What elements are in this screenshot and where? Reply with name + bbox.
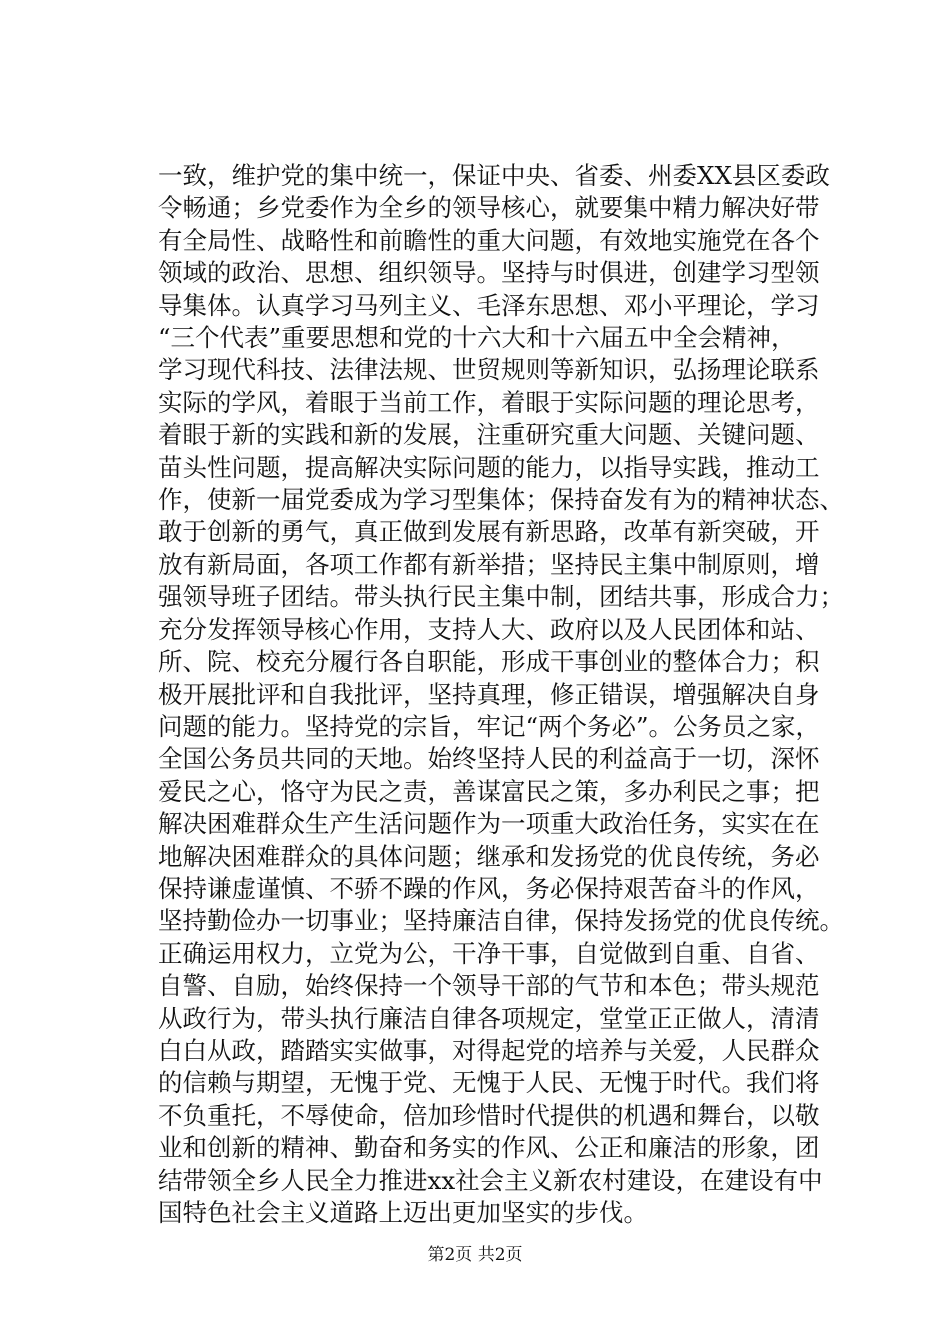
text-line: 问题的能力。坚持党的宗旨，牢记“两个务必”。公务员之家， — [158, 711, 821, 741]
text-line: 实际的学风，着眼于当前工作，着眼于实际问题的理论思考， — [158, 387, 820, 417]
text-line: 着眼于新的实践和新的发展，注重研究重大问题、关键问题、 — [158, 420, 820, 450]
text-line: 地解决困难群众的具体问题；继承和发扬党的优良传统，务必 — [158, 841, 820, 871]
text-line: 解决困难群众生产生活问题作为一项重大政治任务，实实在在 — [158, 809, 820, 839]
text-line: 不负重托，不辱使命，倍加珍惜时代提供的机遇和舞台，以敬 — [158, 1100, 820, 1130]
text-line: 爱民之心，恪守为民之责，善谋富民之策，多办利民之事；把 — [158, 776, 820, 806]
text-line: 苗头性问题，提高解决实际问题的能力，以指导实践，推动工 — [158, 452, 820, 482]
text-line: 的信赖与期望，无愧于党、无愧于人民、无愧于时代。我们将 — [158, 1068, 820, 1098]
text-line: 放有新局面，各项工作都有新举措；坚持民主集中制原则，增 — [158, 549, 820, 579]
text-line: 极开展批评和自我批评，坚持真理，修正错误，增强解决自身 — [158, 679, 820, 709]
text-line: 学习现代科技、法律法规、世贸规则等新知识，弘扬理论联系 — [158, 355, 820, 385]
text-line: 强领导班子团结。带头执行民主集中制，团结共事，形成合力； — [158, 582, 844, 612]
text-line: 业和创新的精神、勤奋和务实的作风、公正和廉洁的形象，团 — [158, 1133, 820, 1163]
text-line: 令畅通；乡党委作为全乡的领导核心，就要集中精力解决好带 — [158, 193, 820, 223]
text-line: 一致，维护党的集中统一，保证中央、省委、州委XX县区委政 — [158, 161, 830, 190]
text-line: 作，使新一届党委成为学习型集体；保持奋发有为的精神状态、 — [158, 485, 844, 515]
text-line: 导集体。认真学习马列主义、毛泽东思想、邓小平理论，学习 — [158, 290, 820, 320]
text-line: 全国公务员共同的天地。始终坚持人民的利益高于一切，深怀 — [158, 744, 820, 774]
body-paragraph — [158, 160, 858, 1229]
page-number-footer: 第2页 共2页 — [427, 1245, 523, 1265]
text-line: 坚持勤俭办一切事业；坚持廉洁自律，保持发扬党的优良传统。 — [158, 906, 844, 936]
text-line: 所、院、校充分履行各自职能，形成干事创业的整体合力；积 — [158, 647, 820, 677]
text-line: 自警、自励，始终保持一个领导干部的气节和本色；带头规范 — [158, 971, 820, 1001]
text-line: 结带领全乡人民全力推进xx社会主义新农村建设，在建设有中 — [158, 1165, 823, 1195]
text-line: 敢于创新的勇气，真正做到发展有新思路，改革有新突破，开 — [158, 517, 820, 547]
text-line: 保持谦虚谨慎、不骄不躁的作风，务必保持艰苦奋斗的作风， — [158, 873, 820, 903]
text-line: “三个代表”重要思想和党的十六大和十六届五中全会精神， — [158, 323, 796, 353]
text-line: 国特色社会主义道路上迈出更加坚实的步伐。 — [158, 1198, 648, 1227]
text-line: 白白从政，踏踏实实做事，对得起党的培养与关爱，人民群众 — [158, 1035, 820, 1065]
text-line: 充分发挥领导核心作用，支持人大、政府以及人民团体和站、 — [158, 614, 820, 644]
text-line: 正确运用权力，立党为公，干净干事，自觉做到自重、自省、 — [158, 938, 820, 968]
text-line: 领域的政治、思想、组织领导。坚持与时俱进，创建学习型领 — [158, 258, 820, 288]
text-line: 有全局性、战略性和前瞻性的重大问题，有效地实施党在各个 — [158, 225, 820, 255]
text-line: 从政行为，带头执行廉洁自律各项规定，堂堂正正做人，清清 — [158, 1003, 820, 1033]
